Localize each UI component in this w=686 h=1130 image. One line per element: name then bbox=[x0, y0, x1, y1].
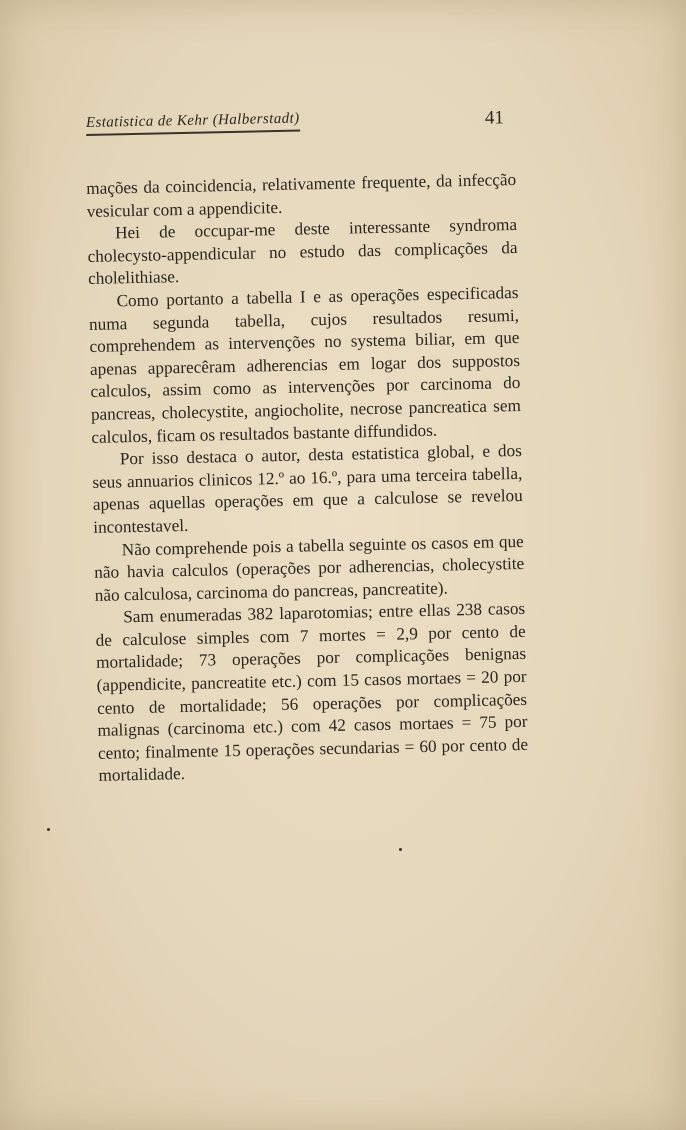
body-text bbox=[86, 169, 529, 788]
paragraph: Não comprehende pois a tabella seguinte os casos em que não havia calculos (operações por adherencias, cholecystite não calculosa, carcinoma do pancreas, pancreatite). bbox=[94, 531, 525, 605]
paragraph: Hei de occupar-me deste interessante syndroma cholecysto-appendicular no estudo das complicações da cholelithiase. bbox=[87, 215, 518, 289]
paragraph: mações da coincidencia, relativamente frequente, da infecção vesicular com a appendicite. bbox=[86, 169, 517, 221]
paragraph: Como portanto a tabella I e as operações especificadas numa segunda tabella, cujos resultados resumi, comprehendem as intervenções no systema biliar, em que apenas apparecêram adherencias em logar dos suppostos calculos, assim como as intervenções por carcinoma do pancreas, cholecystite, angiocholite, necrose pancreatica sem calculos, ficam os resultados bastante diffundidos. bbox=[88, 282, 522, 447]
paragraph: Por isso destaca o autor, desta estatistica global, e dos seus annuarios clinicos 12.º ao 16.º, para uma terceira tabella, apenas aquellas operações em que a calculose se revelou incontestavel. bbox=[92, 441, 523, 537]
paragraph: Sam enumeradas 382 laparotomias; entre ellas 238 casos de calculose simples com 7 mortes = 2,9 por cento de mortalidade; 73 operações por complicações benignas (appendicite, pancreatite etc.) com 15 casos mortaes = 20 por cento de mortalidade; 56 operações por complicações malignas (carcinoma etc.) com 42 casos mortaes = 75 por cento; finalmente 15 operações secundarias = 60 por cento de mortalidade. bbox=[95, 599, 529, 786]
page-header bbox=[86, 105, 518, 136]
paper-speck bbox=[399, 848, 402, 851]
running-title: Estatistica de Kehr (Halberstadt) bbox=[86, 111, 300, 136]
paper-speck bbox=[47, 828, 50, 831]
page-number: 41 bbox=[484, 107, 505, 129]
